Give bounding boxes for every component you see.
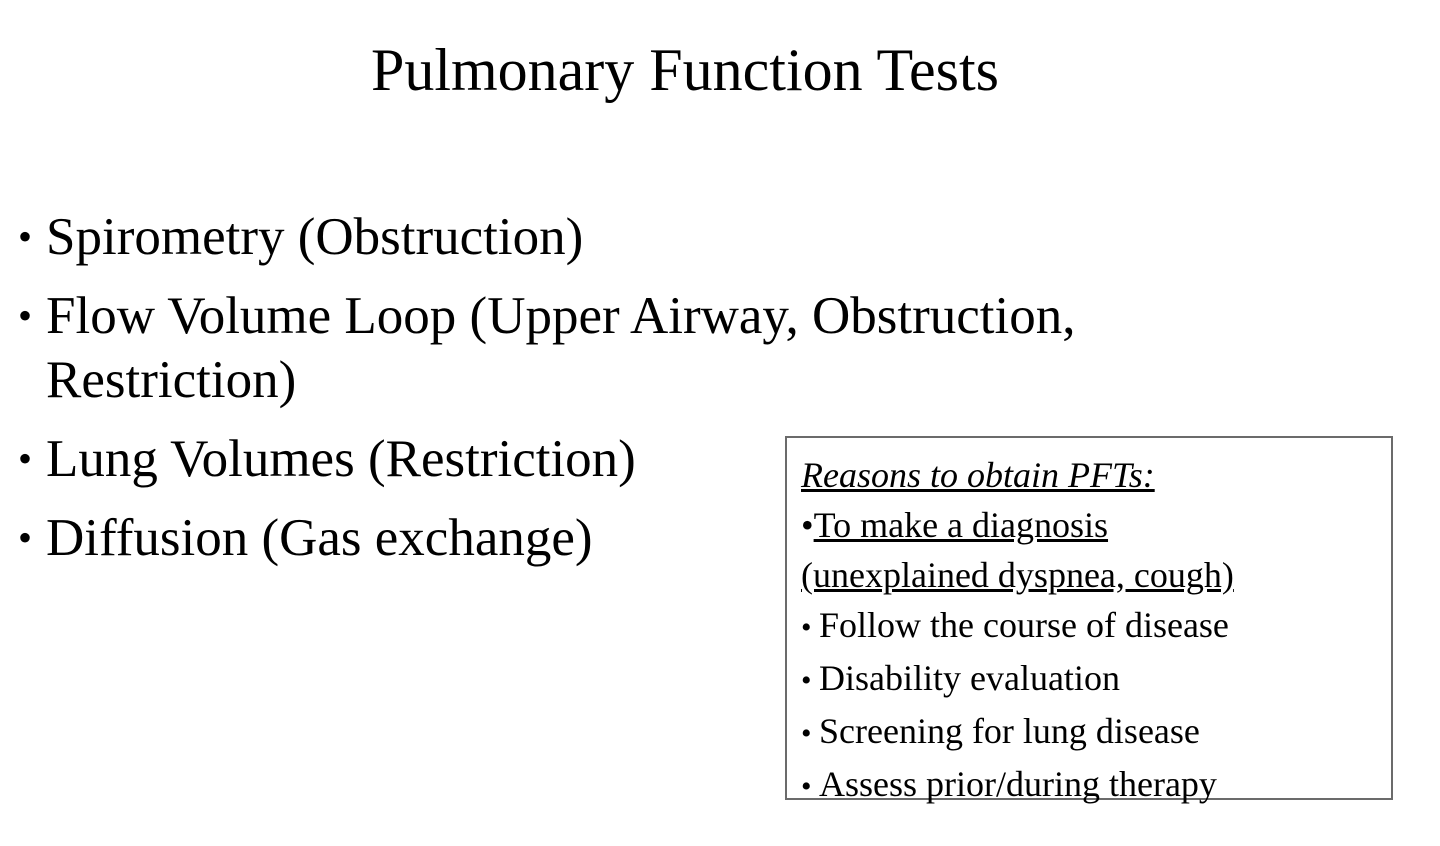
bullet-text: Spirometry (Obstruction) <box>46 208 584 266</box>
reason-text-line2: (unexplained dyspnea, cough) <box>801 555 1234 595</box>
bullet-item-spirometry <box>18 205 1218 269</box>
bullet-icon: • <box>801 505 814 545</box>
reason-text: Screening for lung disease <box>819 711 1200 751</box>
reason-text-line1: To make a diagnosis <box>813 505 1109 545</box>
reason-item-disability <box>801 653 1377 706</box>
bullet-icon: • <box>801 770 812 803</box>
reasons-box <box>785 436 1393 804</box>
bullet-icon: • <box>18 515 33 560</box>
bullet-icon: • <box>18 293 33 338</box>
reason-text: Follow the course of disease <box>819 605 1229 645</box>
bullet-icon: • <box>18 214 33 259</box>
bullet-item-flow-volume-loop <box>18 284 1218 412</box>
reason-text: Assess prior/during therapy <box>819 764 1217 804</box>
bullet-text: Diffusion (Gas exchange) <box>46 509 593 567</box>
reason-item-screening <box>801 706 1377 759</box>
reason-text: Disability evaluation <box>819 658 1120 698</box>
bullet-icon: • <box>801 611 812 644</box>
reason-item-diagnosis <box>801 500 1377 550</box>
bullet-text: Flow Volume Loop (Upper Airway, Obstruction, Restriction) <box>46 287 1076 409</box>
bullet-icon: • <box>18 436 33 481</box>
reason-item-follow-course <box>801 600 1377 653</box>
slide-title: Pulmonary Function Tests <box>370 37 1000 103</box>
bullet-icon: • <box>801 717 812 750</box>
reasons-heading: Reasons to obtain PFTs: <box>801 455 1155 495</box>
reasons-list <box>801 500 1377 812</box>
reason-item-diagnosis-detail <box>801 550 1377 600</box>
bullet-text: Lung Volumes (Restriction) <box>46 430 636 488</box>
bullet-icon: • <box>801 664 812 697</box>
reason-item-therapy <box>801 759 1377 812</box>
